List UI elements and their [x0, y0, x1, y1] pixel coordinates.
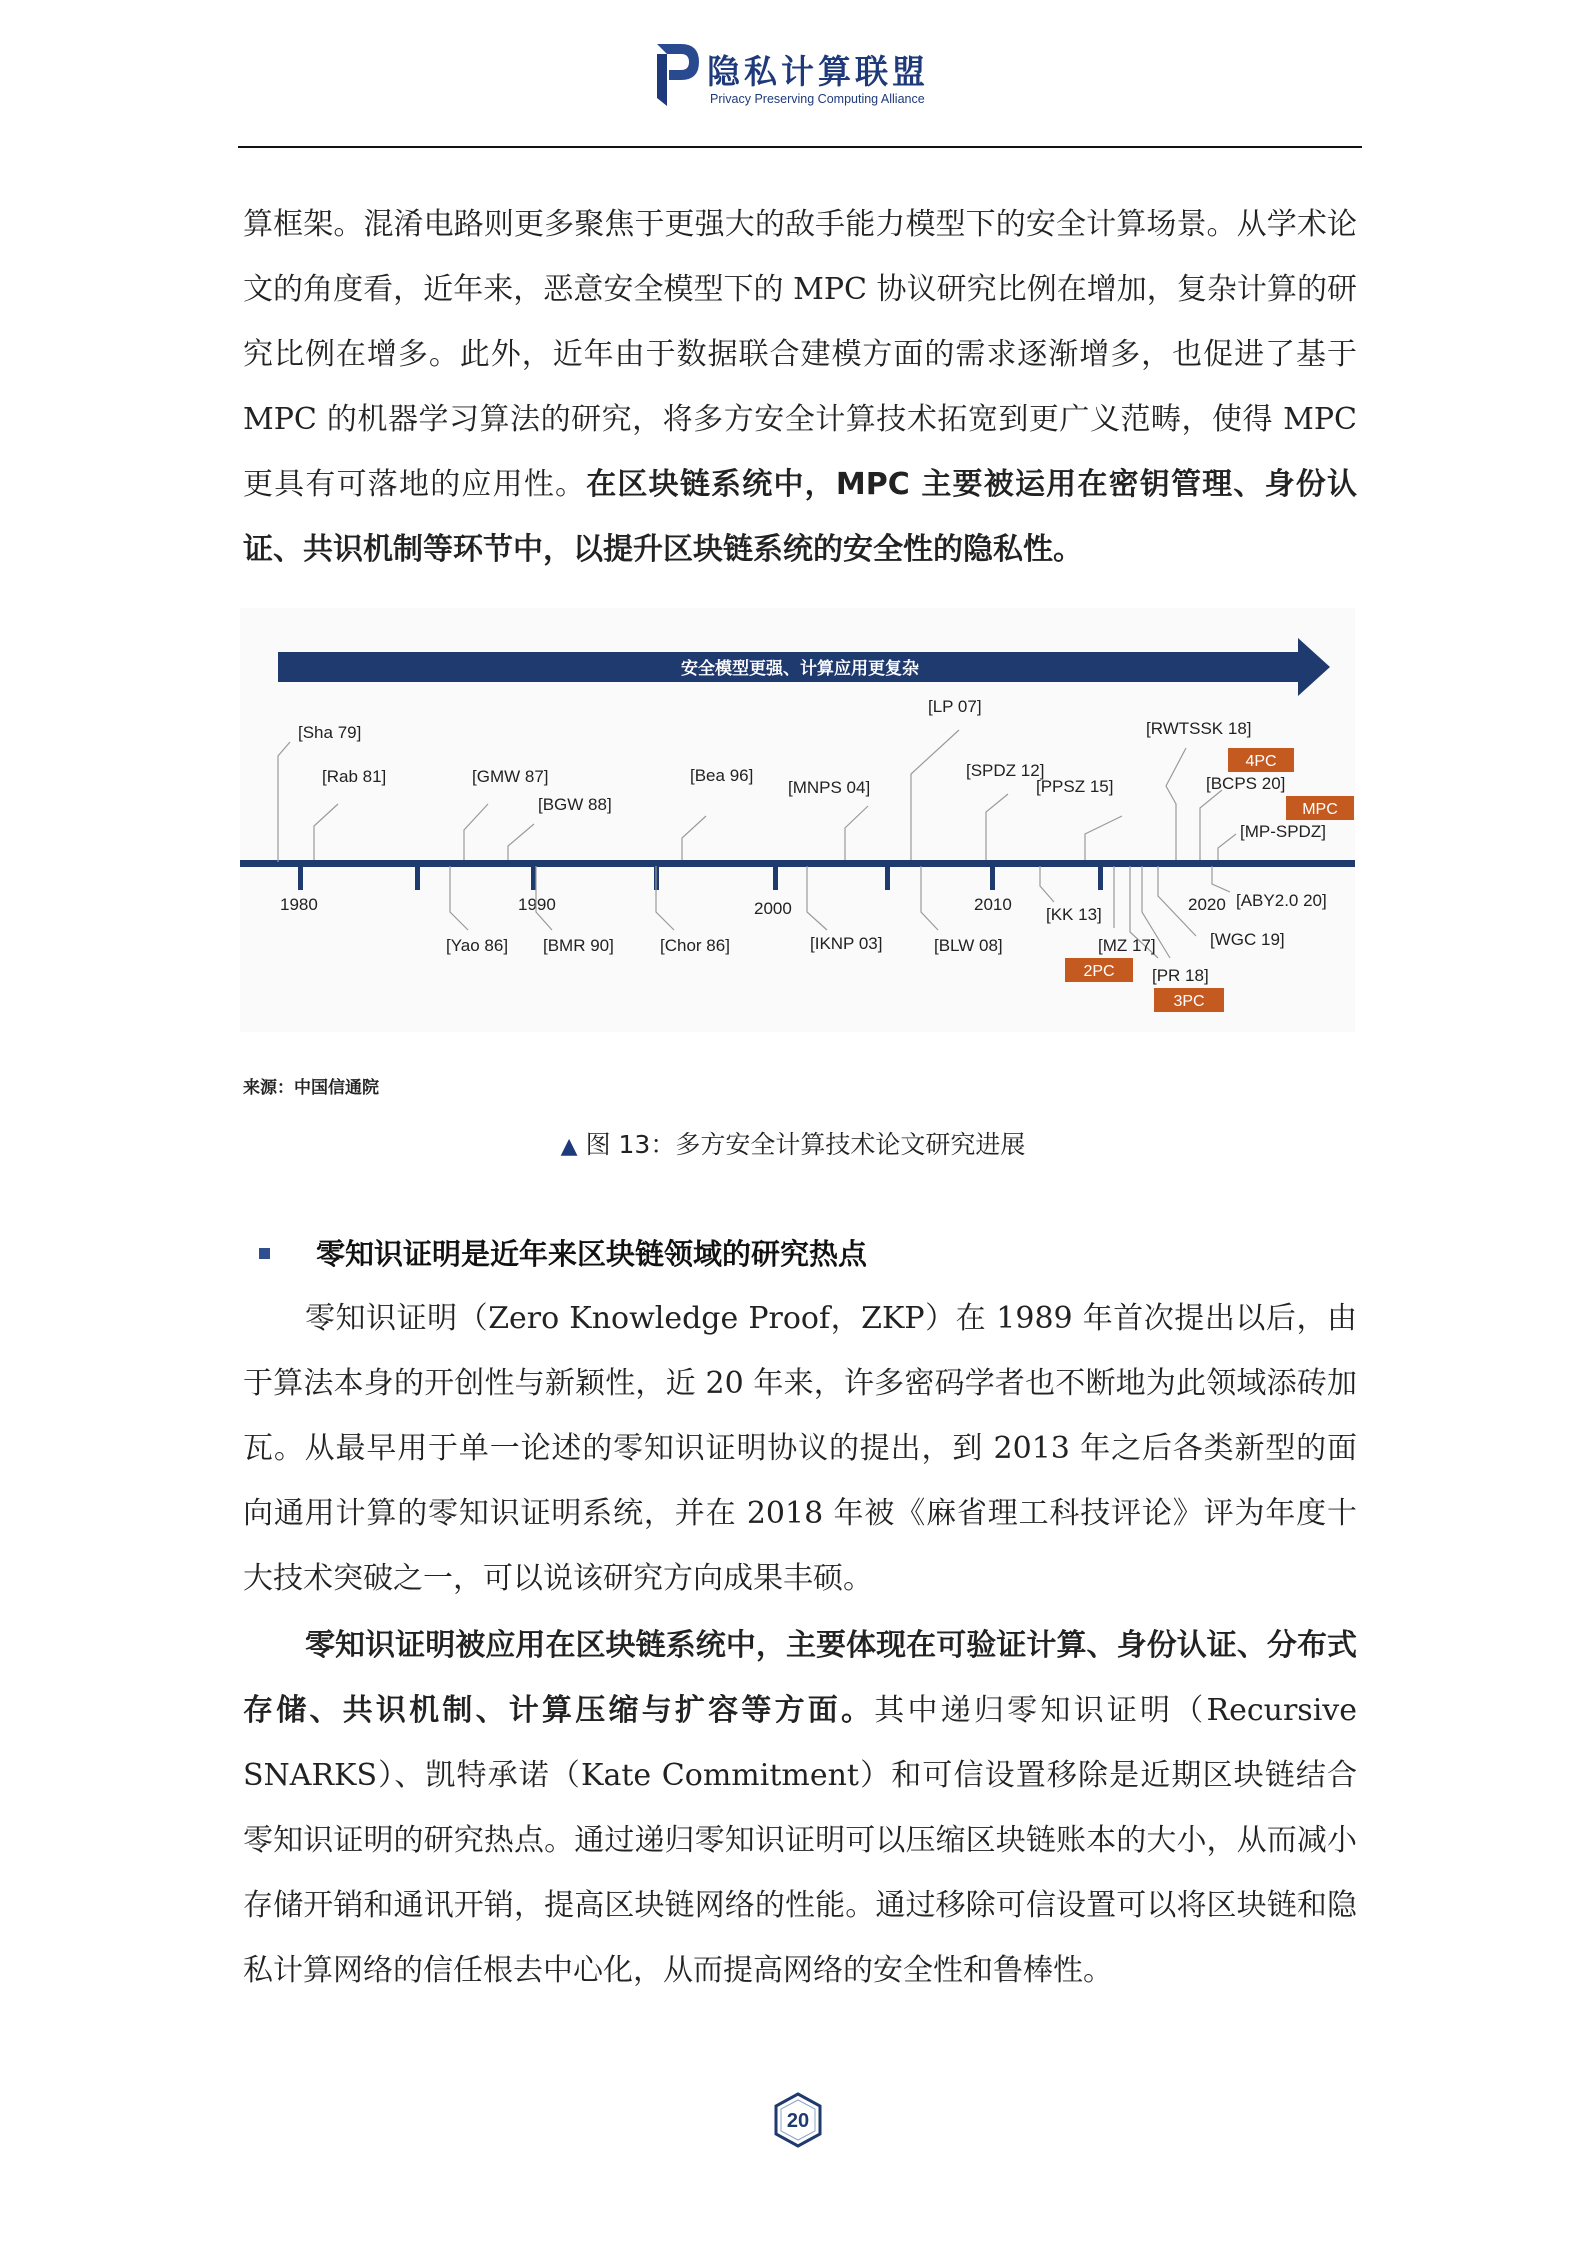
caption-text: 图 13：多方安全计算技术论文研究进展 — [585, 1130, 1026, 1159]
paper-label: [Chor 86] — [660, 936, 730, 955]
paper-label: [BMR 90] — [543, 936, 614, 955]
alliance-logo — [655, 40, 955, 110]
paper-label: [IKNP 03] — [810, 934, 883, 953]
year-label: 2020 — [1188, 895, 1226, 914]
header-divider — [238, 146, 1362, 148]
leader-line — [682, 816, 706, 860]
paper-label: [Yao 86] — [446, 936, 509, 955]
paper-label: [LP 07] — [928, 697, 982, 716]
tag-3pc: 3PC — [1173, 993, 1205, 1010]
leader-line — [911, 730, 959, 860]
tag-2pc: 2PC — [1083, 963, 1115, 980]
paper-label: [ABY2.0 20] — [1236, 891, 1327, 910]
zkp-text: 其中递归零知识证明（Recursive SNARKS）、凯特承诺（Kate Commitment）和可信设置移除是近期区块链结合零知识证明的研究热点。通过递归零知识证明可以压缩区块链账本的大小，从而减小存储开销和通讯开销，提高区块链网络的性能。通过移除可信设置可以将区块链和隐私计算网络的信任根去中心化，从而提高网络的安全性和鲁棒性。 — [243, 1693, 1358, 1988]
paper-label: [PPSZ 15] — [1036, 777, 1114, 796]
leader-line — [1166, 748, 1186, 860]
leader-line — [807, 866, 827, 930]
axis-tick — [531, 860, 536, 890]
paper-label: [BLW 08] — [934, 936, 1003, 955]
figure-caption — [0, 1125, 1586, 1161]
paper-label: [Bea 96] — [690, 766, 754, 785]
leader-line — [464, 804, 488, 860]
leader-line — [278, 742, 290, 862]
paper-label: [GMW 87] — [472, 767, 549, 786]
paper-label: [KK 13] — [1046, 905, 1102, 924]
year-label: 2000 — [754, 899, 792, 918]
logo-mark-icon — [655, 40, 701, 110]
timeline-svg — [240, 608, 1355, 1032]
section-heading-text: 零知识证明是近年来区块链领域的研究热点 — [316, 1237, 868, 1271]
figure-source: 来源：中国信通院 — [243, 1078, 379, 1098]
zkp-paragraph-1: 零知识证明（Zero Knowledge Proof，ZKP）在 1989 年首次提出以后，由于算法本身的开创性与新颖性，近 20 年来，许多密码学者也不断地为此领域添砖加瓦。从最早用于单一论述的零知识证明协议的提出，到 2013 年之后各类新型的面向通用计算的零知识证明系统，并在 2018 年被《麻省理工科技评论》评为年度十大技术突破之一，可以说该研究方向成果丰硕。 — [243, 1301, 1357, 1596]
zkp-bold-text: 零知识证明被应用在区块链系统中，主要体现在可验证计算、身份认证、分布式存储、共识机制、计算压缩与扩容等方面。 — [243, 1628, 1357, 1728]
tag-mpc: MPC — [1302, 801, 1338, 818]
arrow-label: 安全模型更强、计算应用更复杂 — [681, 659, 919, 678]
leader-line — [1200, 790, 1222, 860]
axis-tick — [773, 860, 778, 890]
year-label: 1980 — [280, 895, 318, 914]
paper-label: [Rab 81] — [322, 767, 387, 786]
paper-label: [MP-SPDZ] — [1240, 822, 1326, 841]
leader-line — [450, 866, 468, 930]
axis-tick — [415, 860, 420, 890]
intro-paragraph — [243, 192, 1357, 582]
org-subtitle: Privacy Preserving Computing Alliance — [710, 92, 925, 106]
year-label: 1990 — [518, 895, 556, 914]
paper-label: [WGC 19] — [1210, 930, 1285, 949]
paper-label: [BGW 88] — [538, 795, 612, 814]
leader-line — [1085, 816, 1122, 860]
axis-tick — [1098, 860, 1103, 890]
paper-label: [SPDZ 12] — [966, 761, 1045, 780]
leader-line — [845, 806, 868, 860]
leader-line — [1040, 866, 1054, 902]
paper-label: [MNPS 04] — [788, 778, 871, 797]
page-number-badge — [773, 2092, 823, 2148]
leader-line — [508, 824, 534, 860]
paper-label: [PR 18] — [1152, 966, 1209, 985]
triangle-icon: ▲ — [560, 1134, 578, 1159]
axis-tick — [885, 860, 890, 890]
leader-line — [986, 794, 1008, 860]
intro-text: 算框架。混淆电路则更多聚焦于更强大的敌手能力模型下的安全计算场景。从学术论文的角度看，近年来，恶意安全模型下的 MPC 协议研究比例在增加，复杂计算的研究比例在增多。此外，近年由于数据联合建模方面的需求逐渐增多，也促进了基于 MPC 的机器学习算法的研究，将多方安全计算技术拓宽到更广义范畴，使得 MPC 更具有可落地的应用性。 — [243, 207, 1357, 502]
year-label: 2010 — [974, 895, 1012, 914]
paper-label: [MZ 17] — [1098, 936, 1156, 955]
leader-line — [1218, 834, 1236, 860]
page-number: 20 — [786, 2110, 810, 2132]
paper-label: [Sha 79] — [298, 723, 362, 742]
mpc-timeline-figure — [240, 608, 1355, 1032]
zkp-paragraph-2 — [243, 1613, 1357, 2003]
section-heading — [259, 1232, 867, 1273]
timeline-axis — [240, 860, 1355, 867]
paper-label: [BCPS 20] — [1206, 774, 1286, 793]
leader-line — [921, 866, 938, 930]
leader-line — [1212, 866, 1230, 892]
axis-tick — [990, 860, 995, 890]
paper-label: [RWTSSK 18] — [1146, 719, 1252, 738]
square-bullet-icon — [259, 1248, 270, 1259]
intro-bold-text: 在区块链系统中，MPC 主要被运用在密钥管理、身份认证、共识机制等环节中，以提升区块链系统的安全性的隐私性。 — [243, 467, 1357, 567]
axis-tick — [298, 860, 303, 890]
leader-line — [314, 804, 338, 860]
tag-4pc: 4PC — [1245, 753, 1277, 770]
org-name: 隐私计算联盟 — [707, 52, 929, 91]
